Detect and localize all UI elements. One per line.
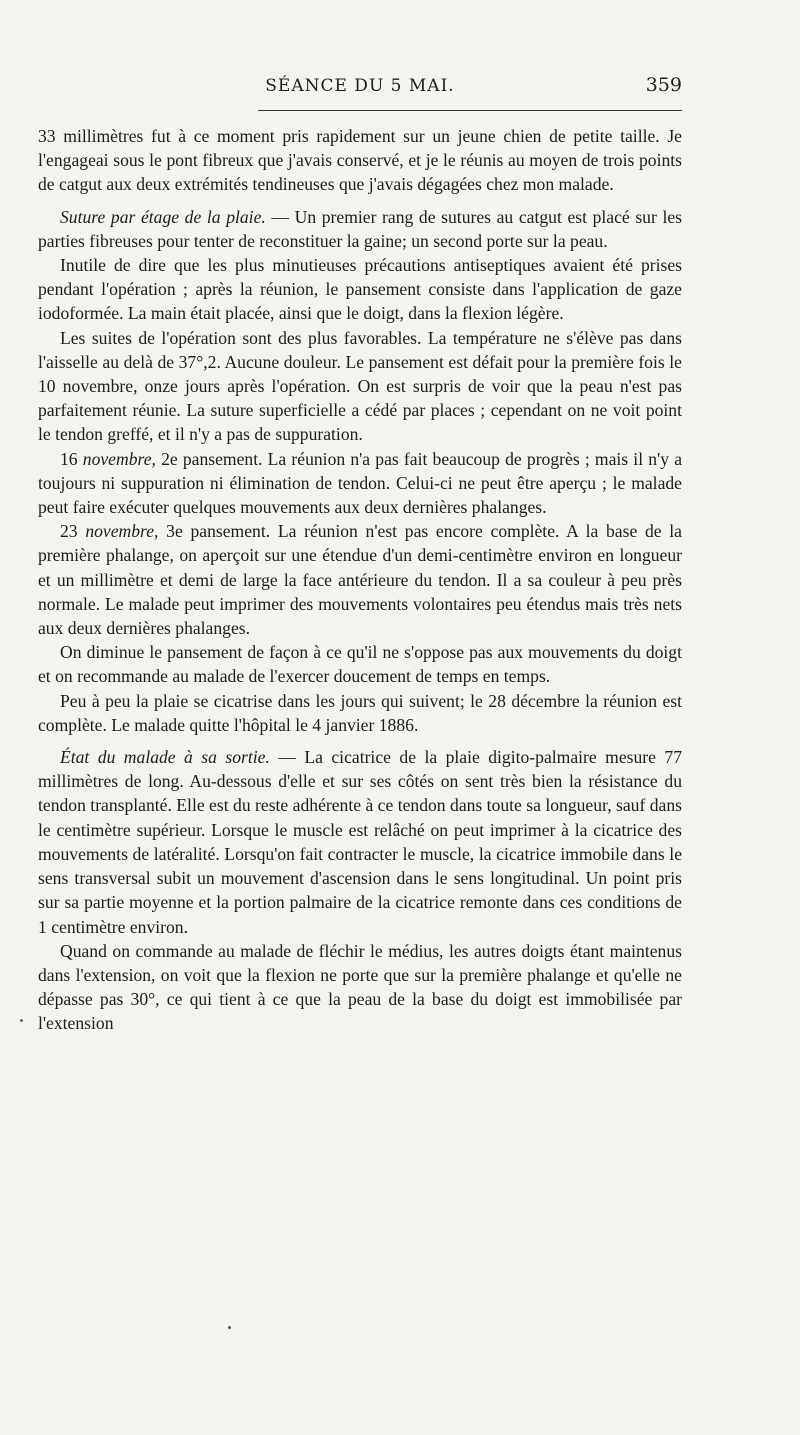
date-month-23: novembre, (85, 521, 159, 542)
suture-heading: Suture par étage de la plaie. (60, 206, 266, 227)
page-header (38, 74, 682, 102)
suture-text: — Un premier rang de sutures au catgut est placé sur les parties fibreuses pour tenter de reconstituer la gaine; un second porte sur la peau. (38, 206, 682, 251)
paragraph-10: Quand on commande au malade de fléchir le médius, les autres doigts étant maintenus dans l'extension, on voit que la flexion ne porte que sur la première phalange et qu'elle ne dépasse pas 30°, ce qui tient à ce que la peau de la base du doigt est immobilisée par l'extension (38, 940, 682, 1034)
body-text (38, 124, 682, 1036)
header-rule (258, 110, 682, 111)
paragraph-8: Peu à peu la plaie se cicatrise dans les jours qui suivent; le 28 décembre la réunion est complète. Le malade quitte l'hôpital le 4 janvier 1886. (38, 690, 682, 735)
paragraph-6 (38, 519, 682, 640)
paragraph-3: Inutile de dire que les plus minutieuses précautions antiseptiques avaient été prises pendant l'opération ; après la réunion, le pansement consiste dans l'application de gaze iodoformée. La main était placée, ainsi que le doigt, dans la flexion légère. (38, 255, 682, 324)
entry-16-text: 2e pansement. La réunion n'a pas fait beaucoup de progrès ; mais il n'y a toujours ni suppuration ni élimination de tendon. Celui-ci ne peut être aperçu ; le malade peut faire exécuter quelques mouvements aux deux dernières phalanges. (38, 448, 683, 518)
date-day-23: 23 (60, 521, 78, 542)
bottom-speck (228, 1326, 231, 1329)
entry-23-text: 3e pansement. La réunion n'est pas encore complète. A la base de la première phalange, on aperçoit sur une étendue d'un demi-centimètre environ en longueur et un millimètre et demi de large la face antérieure du tendon. Il a sa couleur à peu près normale. Le malade peut imprimer des mouvements volontaires peu étendus mais très nets aux deux dernières phalanges. (38, 521, 682, 639)
exit-state-text: — La cicatrice de la plaie digito-palmaire mesure 77 millimètres de long. Au-dessous d'elle et sur ses côtés on sent très bien la résistance du tendon transplanté. Elle est du reste adhérente à ce tendon dans toute sa longueur, sauf dans le centimètre supérieur. Lorsque le muscle est relâché on peut imprimer à la cicatrice des mouvements de latéralité. Lorsqu'on fait contracter le muscle, la cicatrice immobile dans le sens transversal subit un mouvement d'ascension dans le sens longitudinal. Un point pris sur sa partie moyenne et la portion palmaire de la cicatrice remonte dans ces conditions de 1 centimètre environ. (38, 747, 682, 937)
paragraph-1: 33 millimètres fut à ce moment pris rapidement sur un jeune chien de petite taille. Je l'engageai sous le pont fibreux que j'avais conservé, et je le réunis au moyen de trois points de catgut aux deux extrémités tendineuses que j'avais dégagées chez mon malade. (38, 126, 682, 195)
paragraph-9 (38, 745, 682, 939)
page-number: 359 (645, 74, 682, 96)
paragraph-7: On diminue le pansement de façon à ce qu'il ne s'oppose pas aux mouvements du doigt et on recommande au malade de l'exercer doucement de temps en temps. (38, 642, 682, 687)
date-month-16: novembre, (82, 448, 156, 469)
exit-state-heading: État du malade à sa sortie. (60, 747, 270, 768)
paragraph-2 (38, 205, 682, 253)
date-day-16: 16 (60, 448, 78, 469)
paragraph-4: Les suites de l'opération sont des plus favorables. La température ne s'élève pas dans l'aisselle au delà de 37°,2. Aucune douleur. Le pansement est défait pour la première fois le 10 novembre, onze jours après l'opération. On est surpris de voir que la peau n'est pas parfaitement réunie. La suture superficielle a cédé par places ; cependant on ne voit point le tendon greffé, et il n'y a pas de suppuration. (38, 327, 682, 445)
paragraph-5 (38, 447, 682, 520)
running-head: SÉANCE DU 5 MAI. (265, 76, 455, 96)
margin-speck (20, 1019, 23, 1022)
